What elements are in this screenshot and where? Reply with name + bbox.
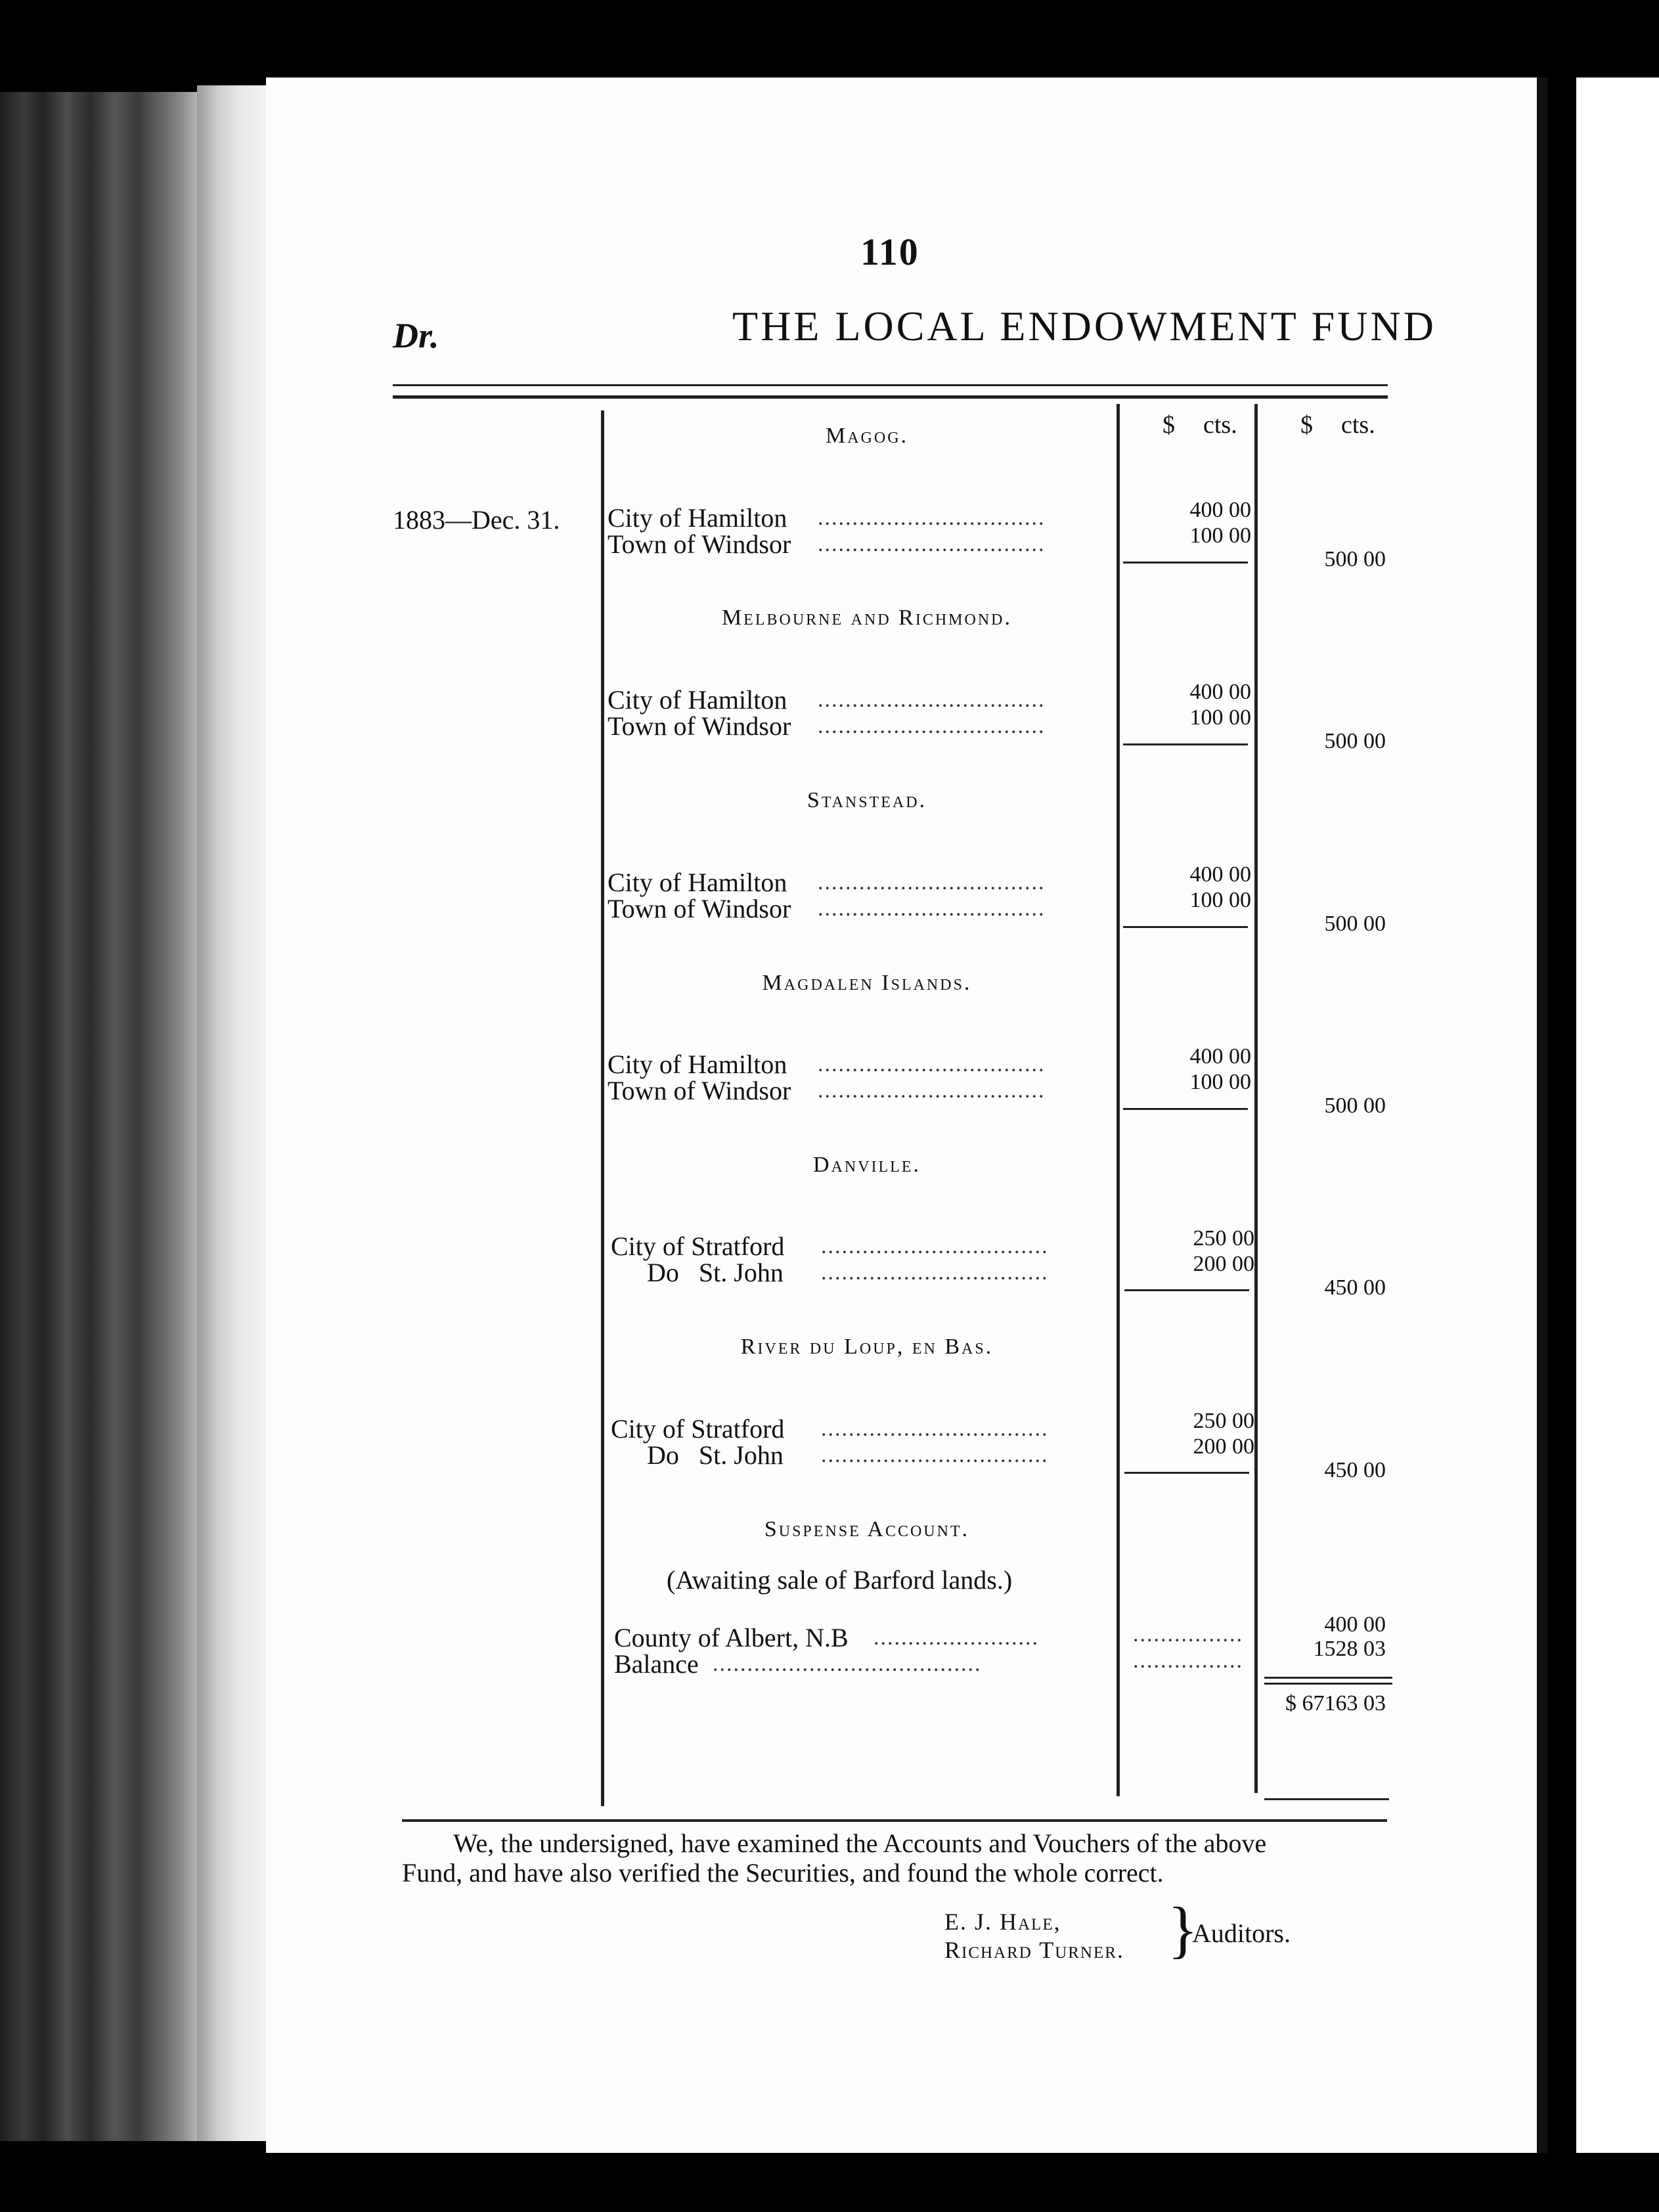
leader-dots: ................................. <box>818 532 1046 556</box>
entry-date: 1883—Dec. 31. <box>393 505 560 535</box>
auditor-name: Richard Turner. <box>944 1937 1124 1963</box>
entry-name: City of Stratford <box>611 1414 785 1444</box>
entry-name: County of Albert, N.B <box>614 1623 849 1652</box>
subtotal-rule <box>1123 562 1248 564</box>
leader-dots: ................................. <box>821 1260 1049 1285</box>
subtotal-rule <box>1124 1472 1249 1474</box>
leader-dots: ................................. <box>821 1443 1049 1467</box>
page-number: 110 <box>860 231 919 273</box>
entry-name: Do St. John <box>647 1258 784 1287</box>
auditors-label: Auditors. <box>1192 1918 1291 1948</box>
entry-name: City of Hamilton <box>608 1050 787 1079</box>
section-heading: Danville. <box>812 1153 921 1177</box>
book-spine-edge <box>0 92 197 2141</box>
entry-amount: 250 00 <box>1193 1409 1254 1433</box>
leader-dots: ................................. <box>818 714 1046 738</box>
leader-dots: ................ <box>1133 1648 1243 1673</box>
top-rule <box>393 384 1388 386</box>
entry-name: Do St. John <box>647 1440 784 1470</box>
auditors-brace: } <box>1168 1894 1199 1964</box>
col2-dollar-header: $ <box>1300 411 1313 439</box>
section-total: 500 00 <box>1324 1094 1386 1118</box>
subtotal-rule <box>1123 926 1248 928</box>
section-total: 500 00 <box>1324 547 1386 571</box>
auditor-statement-line1: We, the undersigned, have examined the Accounts and Vouchers of the above <box>453 1828 1267 1858</box>
section-heading: Suspense Account. <box>764 1517 970 1541</box>
entry-name: Town of Windsor <box>608 529 791 559</box>
section-heading: Melbourne and Richmond. <box>721 606 1013 630</box>
entry-amount: 250 00 <box>1193 1226 1254 1250</box>
section-total: 500 00 <box>1324 912 1386 936</box>
entry-name: Town of Windsor <box>608 711 791 741</box>
section-heading: River du Loup, en Bas. <box>740 1335 994 1359</box>
entry-amount: 400 00 <box>1189 498 1251 522</box>
debit-label: Dr. <box>393 316 439 355</box>
column-bottom-rule <box>1264 1798 1389 1800</box>
entry-name: Town of Windsor <box>608 894 791 923</box>
entry-amount: 200 00 <box>1193 1252 1254 1276</box>
page-stack-edge <box>197 85 269 2141</box>
leader-dots: ....................................... <box>713 1652 982 1676</box>
entry-amount: 100 00 <box>1189 1070 1251 1094</box>
section-total: 450 00 <box>1324 1458 1386 1482</box>
subtotal-rule <box>1123 1108 1248 1110</box>
entry-name: City of Hamilton <box>608 503 787 533</box>
col2-cents-header: cts. <box>1341 411 1375 439</box>
entry-amount: 400 00 <box>1189 862 1251 887</box>
bottom-rule <box>402 1819 1387 1822</box>
col1-cents-header: cts. <box>1203 411 1237 439</box>
section-heading: Stanstead. <box>807 788 927 812</box>
section-heading: Magog. <box>825 424 909 448</box>
entry-amount: 200 00 <box>1193 1434 1254 1459</box>
entry-amount: 400 00 <box>1189 1044 1251 1069</box>
suspense-amount: 400 00 <box>1324 1612 1386 1637</box>
entry-name: Balance <box>614 1649 699 1679</box>
section-total: 450 00 <box>1324 1275 1386 1300</box>
facing-page-gutter <box>1537 77 1547 2153</box>
entry-amount: 100 00 <box>1189 523 1251 548</box>
grand-total-rule-second <box>1264 1683 1392 1685</box>
auditor-statement-line2: Fund, and have also verified the Securities, and found the whole correct. <box>402 1858 1164 1888</box>
column-rule-left <box>601 410 604 1806</box>
entry-name: City of Hamilton <box>608 685 787 715</box>
leader-dots: ................................. <box>821 1234 1049 1258</box>
facing-page <box>1576 77 1659 2153</box>
col1-dollar-header: $ <box>1162 411 1175 439</box>
page-title: THE LOCAL ENDOWMENT FUND <box>732 303 1436 349</box>
section-total: 500 00 <box>1324 729 1386 753</box>
leader-dots: ................................. <box>818 1078 1046 1103</box>
entry-name: Town of Windsor <box>608 1076 791 1105</box>
grand-total-rule <box>1264 1677 1392 1679</box>
entry-amount: 100 00 <box>1189 705 1251 730</box>
grand-total: $ 67163 03 <box>1285 1691 1386 1715</box>
subtotal-rule <box>1124 1289 1249 1291</box>
leader-dots: ........................ <box>874 1626 1039 1650</box>
section-heading: Magdalen Islands. <box>762 971 972 995</box>
leader-dots: ................................. <box>818 688 1046 712</box>
leader-dots: ................................. <box>818 1052 1046 1076</box>
entry-amount: 400 00 <box>1189 680 1251 704</box>
suspense-amount: 1528 03 <box>1313 1637 1386 1661</box>
leader-dots: ................................. <box>818 506 1046 530</box>
entry-name: City of Hamilton <box>608 868 787 897</box>
entry-amount: 100 00 <box>1189 888 1251 912</box>
top-rule-second <box>393 395 1388 399</box>
auditor-name: E. J. Hale, <box>944 1909 1061 1935</box>
leader-dots: ................................. <box>818 870 1046 895</box>
entry-name: City of Stratford <box>611 1231 785 1261</box>
subtotal-rule <box>1123 743 1248 745</box>
leader-dots: ................................. <box>821 1417 1049 1441</box>
leader-dots: ................................. <box>818 896 1046 921</box>
suspense-note: (Awaiting sale of Barford lands.) <box>667 1565 1013 1595</box>
leader-dots: ................ <box>1133 1622 1243 1647</box>
